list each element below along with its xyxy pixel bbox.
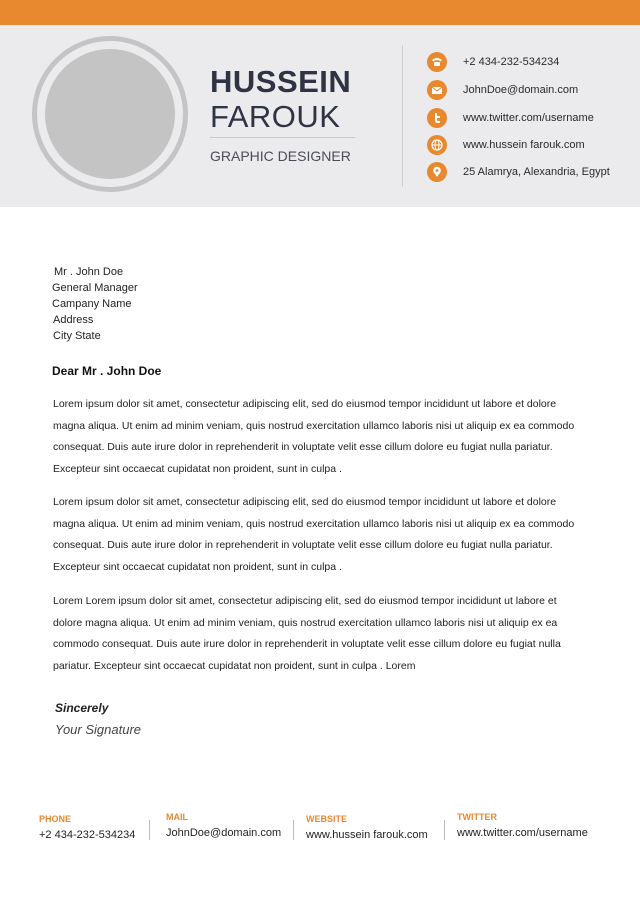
recipient-company: Campany Name [52, 298, 132, 310]
recipient-address-block [52, 264, 138, 344]
header-panel [0, 25, 640, 207]
profile-photo-frame [32, 36, 188, 192]
contact-website-text[interactable]: www.hussein farouk.com [463, 139, 585, 151]
footer-twitter-label: TWITTER [457, 812, 497, 822]
letter-paragraph-3: Lorem Lorem ipsum dolor sit amet, consectetur adipiscing elit, sed do eiusmod tempor incididunt ut labore et dolore magna aliqua. Ut enim ad minim veniam, quis nostrud exercitation ullamco laboris nisi ut aliquip ex ea commodo consequat. Duis aute irure dolor in reprehenderit in voluptate velit esse cillum dolore eu fugiat nulla pariatur. Excepteur sint occaecat cupidatat non proident, sunt in culpa . Lorem [53, 595, 561, 672]
footer-phone [39, 813, 135, 853]
phone-icon [427, 52, 447, 72]
recipient-position: General Manager [52, 282, 138, 294]
job-title: GRAPHIC DESIGNER [210, 148, 351, 164]
footer-website-value[interactable]: www.hussein farouk.com [306, 829, 428, 841]
footer-website [306, 813, 428, 853]
first-name: HUSSEIN [210, 64, 352, 99]
footer-mail-value[interactable]: JohnDoe@domain.com [166, 827, 282, 839]
location-pin-icon [427, 162, 447, 182]
twitter-icon [427, 108, 447, 128]
recipient-city: City State [53, 330, 101, 342]
contact-twitter-text[interactable]: www.twitter.com/username [463, 112, 594, 124]
contact-address-text: 25 Alamrya, Alexandria, Egypt [463, 166, 610, 178]
footer-separator [444, 820, 445, 840]
footer-mail [166, 811, 281, 851]
profile-photo-placeholder [45, 49, 175, 179]
contact-phone-text: +2 434-232-534234 [463, 56, 560, 68]
letter-greeting: Dear Mr . John Doe [52, 364, 162, 378]
footer-separator [149, 820, 150, 840]
footer-separator [293, 820, 294, 840]
mail-icon [427, 80, 447, 100]
footer-twitter [457, 811, 588, 851]
footer-phone-value: +2 434-232-534234 [39, 829, 136, 841]
footer-mail-label: MAIL [166, 812, 188, 822]
contact-mail-text[interactable]: JohnDoe@domain.com [463, 84, 579, 96]
footer-phone-label: PHONE [39, 814, 72, 824]
letter-paragraph-1: Lorem ipsum dolor sit amet, consectetur adipiscing elit, sed do eiusmod tempor incididunt ut labore et dolore magna aliqua. Ut enim ad minim veniam, quis nostrud exercitation ullamco laboris nisi ut aliquip ex ea commodo consequat. Duis aute irure dolor in reprehenderit in voluptate velit esse cillum dolore eu fugiat nulla pariatur. Excepteur sint occaecat cupidatat non proident, sunt in culpa . [53, 398, 575, 475]
footer-twitter-value[interactable]: www.twitter.com/username [457, 827, 588, 839]
globe-icon [427, 135, 447, 155]
letter-signature: Your Signature [55, 722, 142, 737]
recipient-name: Mr . John Doe [54, 266, 124, 278]
name-divider [210, 137, 355, 138]
last-name: FAROUK [210, 99, 341, 134]
top-accent-bar [0, 0, 640, 25]
footer-website-label: WEBSITE [306, 814, 348, 824]
header-vertical-divider [402, 45, 403, 187]
letter-closing: Sincerely [55, 701, 109, 715]
letter-paragraph-2: Lorem ipsum dolor sit amet, consectetur adipiscing elit, sed do eiusmod tempor incididunt ut labore et dolore magna aliqua. Ut enim ad minim veniam, quis nostrud exercitation ullamco laboris nisi ut aliquip ex ea commodo consequat. Duis aute irure dolor in reprehenderit in voluptate velit esse cillum dolore eu fugiat nulla pariatur. Excepteur sint occaecat cupidatat non proident, sunt in culpa . [53, 496, 575, 573]
recipient-address: Address [53, 314, 94, 326]
